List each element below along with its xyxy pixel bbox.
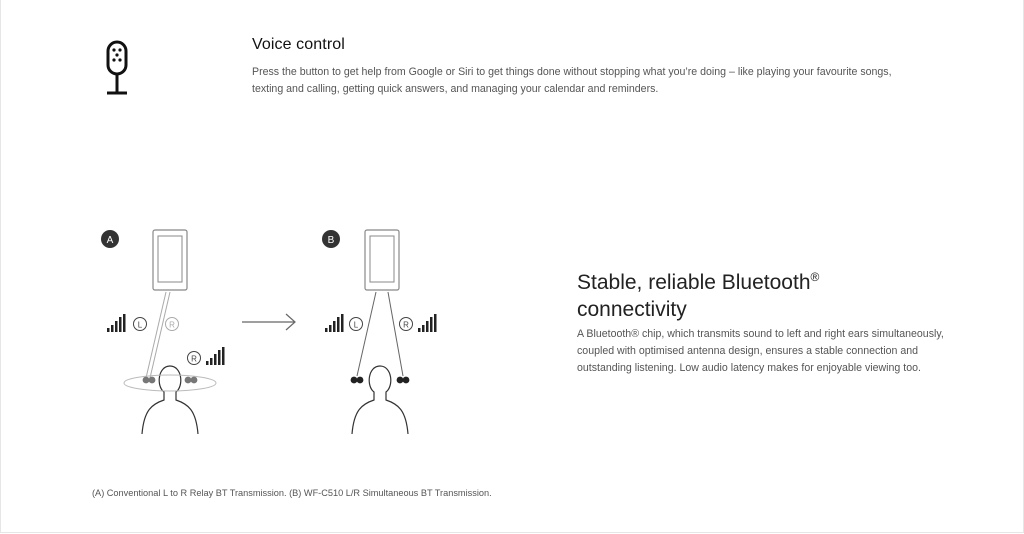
right-marker-b: R	[403, 320, 409, 330]
arrow-right-icon	[242, 314, 295, 330]
signal-bars-icon	[107, 314, 126, 332]
phone-icon	[365, 230, 399, 290]
bluetooth-title	[577, 264, 957, 323]
registered-mark: ®	[810, 270, 820, 284]
left-marker-b: L	[353, 320, 359, 330]
person-silhouette-icon	[352, 366, 408, 434]
voice-control-section	[0, 0, 1024, 120]
right-marker-a2: R	[191, 354, 197, 364]
phone-icon	[153, 230, 187, 290]
diagram-caption: (A) Conventional L to R Relay BT Transmission. (B) WF-C510 L/R Simultaneous BT Transmission.	[92, 488, 492, 498]
bluetooth-description: A Bluetooth® chip, which transmits sound to left and right ears simultaneously, coupled with optimised antenna design, ensures a stable connection and outstanding listening. Low audio latency makes for enjoyable viewing too.	[577, 328, 944, 374]
bluetooth-transmission-diagram	[90, 220, 470, 450]
signal-bars-icon	[206, 347, 225, 365]
diagram-a	[101, 230, 225, 434]
diagram-b	[322, 230, 437, 434]
microphone-icon	[100, 40, 134, 100]
label-b: B	[327, 235, 335, 246]
bluetooth-title-line2: connectivity	[577, 298, 687, 321]
voice-control-title: Voice control	[252, 36, 345, 53]
label-a: A	[106, 235, 114, 246]
bluetooth-title-line1: Stable, reliable Bluetooth	[577, 271, 811, 294]
right-marker-a: R	[169, 320, 175, 330]
signal-bars-icon	[418, 314, 437, 332]
earbud-icon	[143, 377, 198, 384]
signal-bars-icon	[325, 314, 344, 332]
earbud-icon	[351, 377, 410, 384]
left-marker-a: L	[137, 320, 143, 330]
voice-control-description: Press the button to get help from Google or Siri to get things done without stopping what you’re doing – like playing your favourite songs, texting and calling, getting quick answers, and managing your calendar and reminders.	[252, 66, 892, 95]
